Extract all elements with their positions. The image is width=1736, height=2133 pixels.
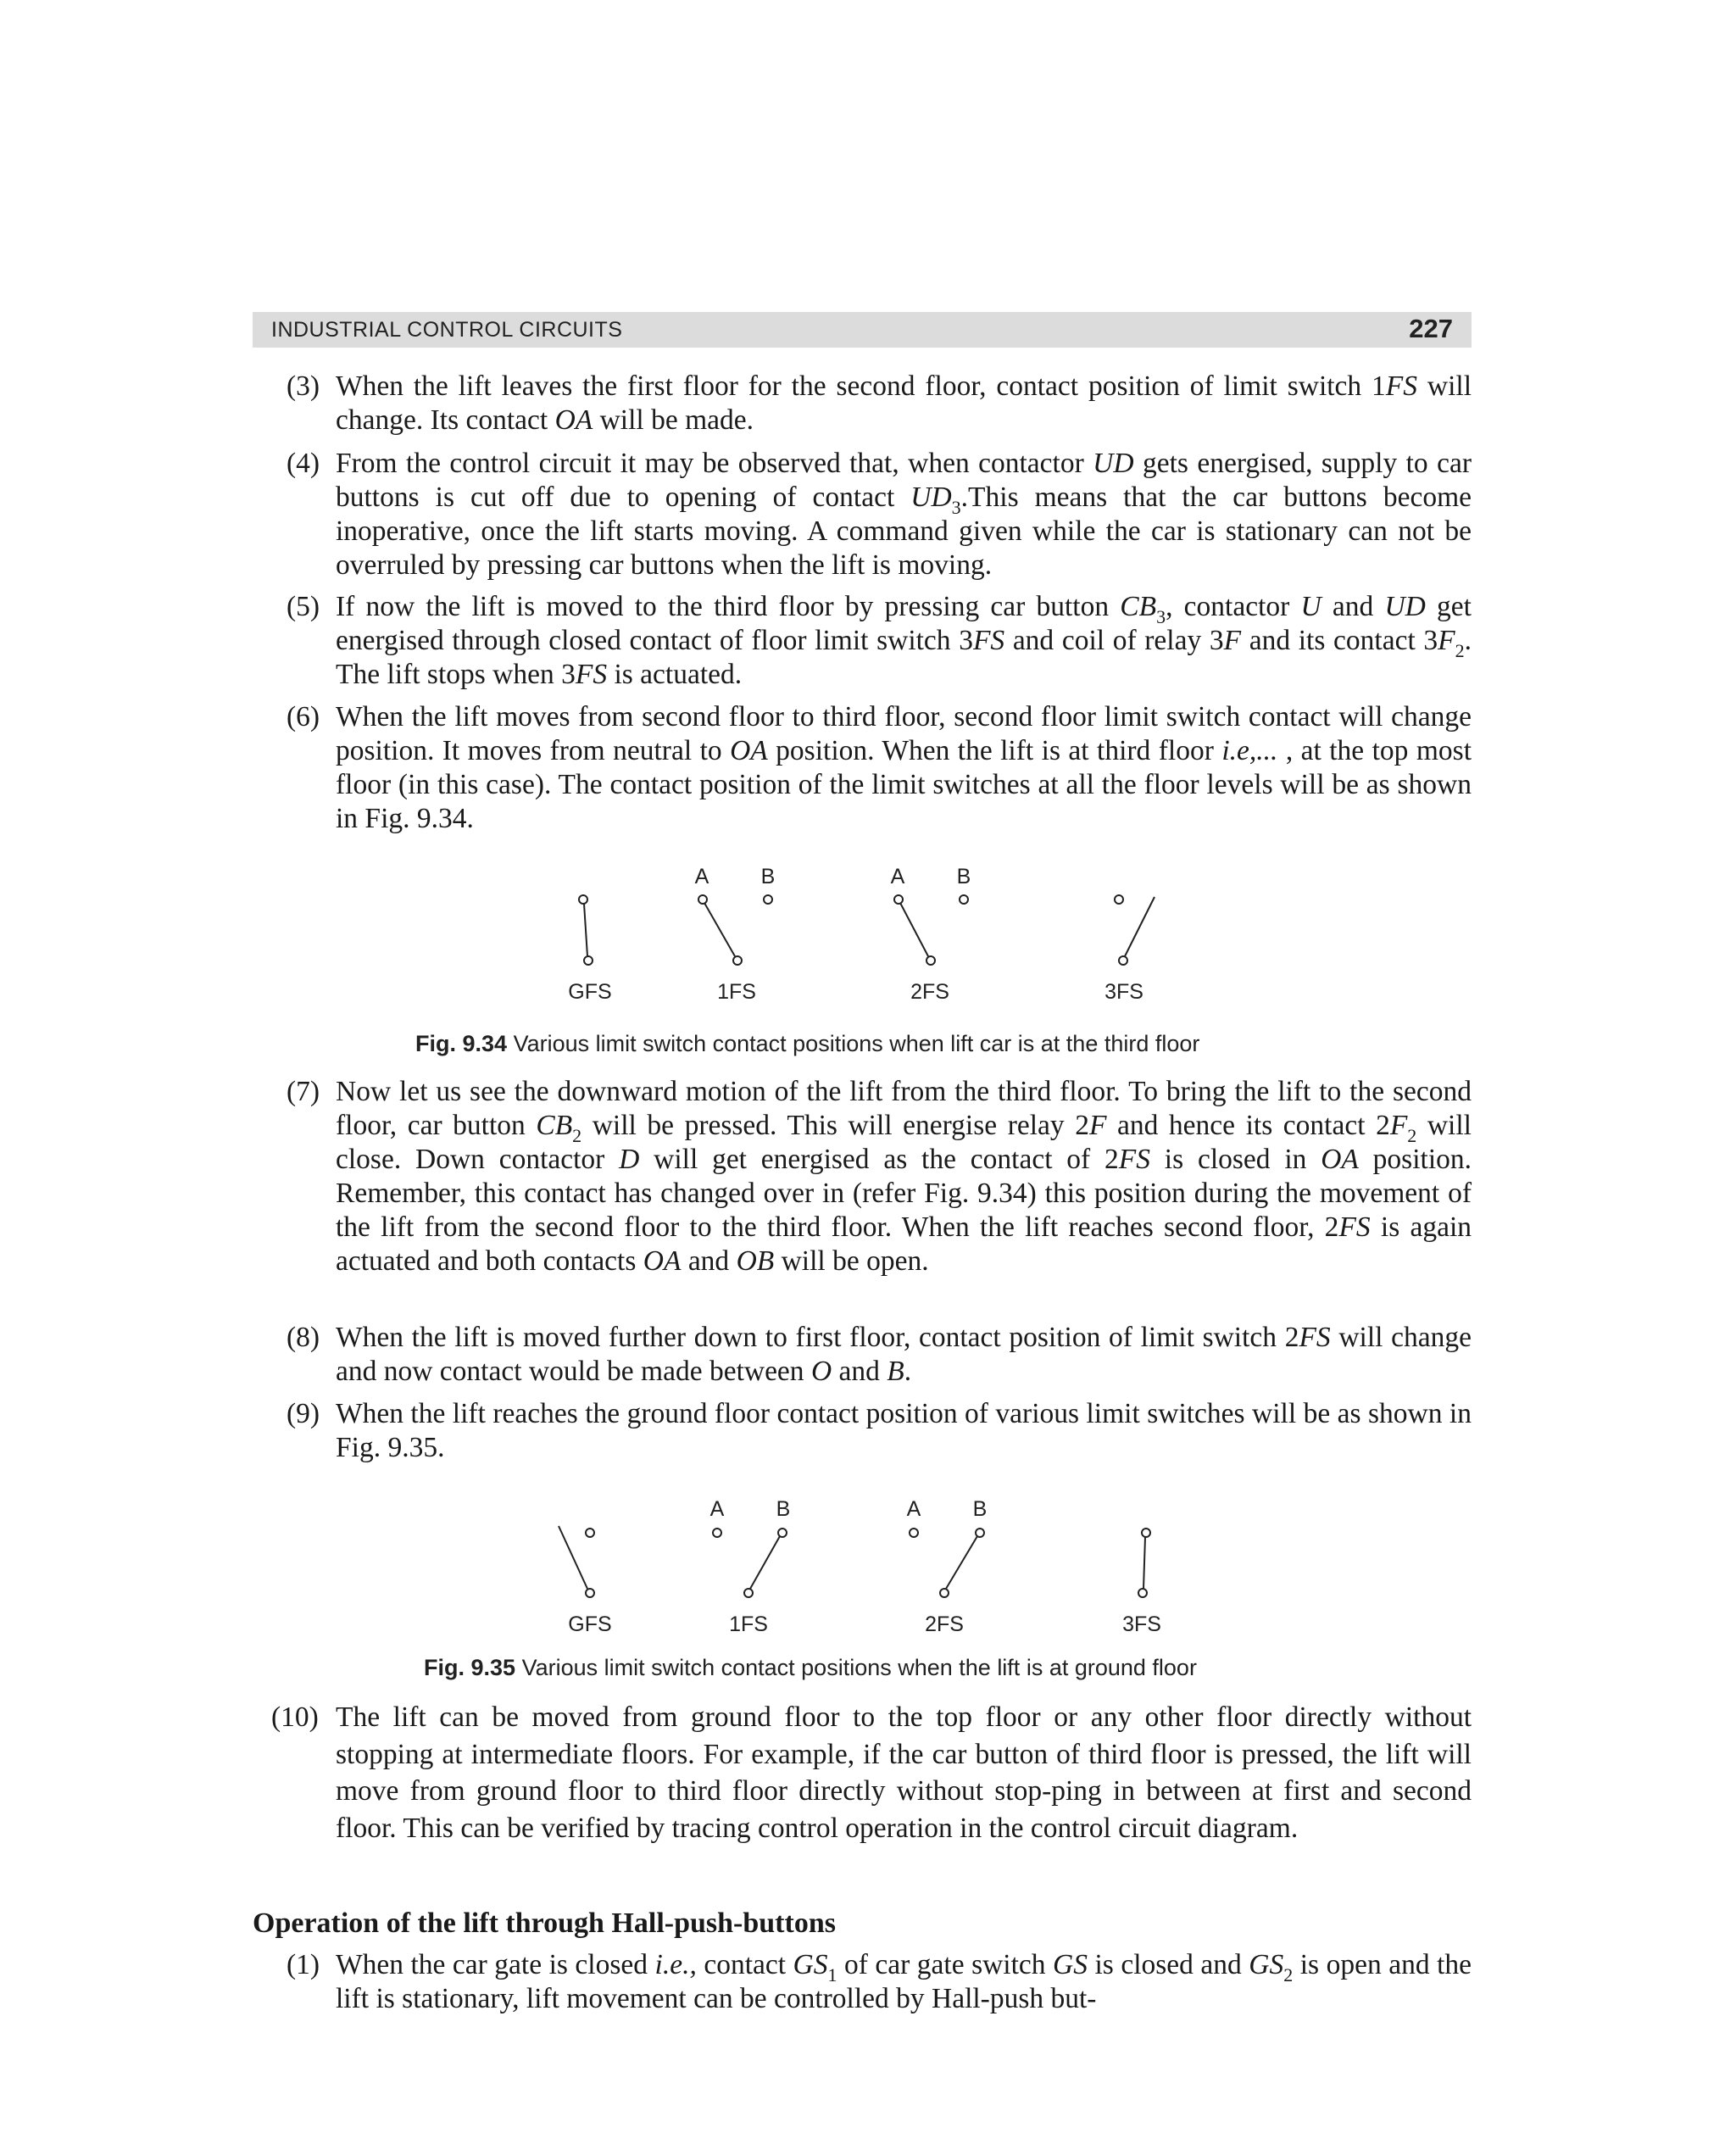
item-text: When the car gate is closed i.e., contact $GS_1$ of car gate switch GS is closed and $GS_2$ is open and the lift is stationary, lift movement can be controlled by Hall-push but- — [336, 1949, 1472, 2014]
caption-number: Fig. 9.34 — [415, 1031, 508, 1056]
list-item — [287, 447, 1472, 582]
italic-symbol: F — [1088, 1110, 1107, 1141]
list-item — [287, 1948, 1472, 2016]
switch-label: 1FS — [729, 1612, 768, 1636]
item-text: If now the lift is moved to the third floor by pressing car button $CB_3$, contactor U and UD get energised through closed contact of floor limit switch 3FS and coil of relay 3F and its contact $3F_2$. The lift stops when 3FS is actuated. — [336, 591, 1472, 690]
italic-symbol: FS — [1118, 1144, 1150, 1175]
list-item — [287, 370, 1472, 437]
subscript: 3 — [1156, 606, 1166, 627]
terminal-label-b: B — [972, 1497, 988, 1521]
item-text: When the lift reaches the ground floor contact position of various limit switches will be as shown in Fig. 9.35. — [336, 1398, 1472, 1463]
item-text: The lift can be moved from ground floor to the top floor or any other floor directly without stopping at intermediate floors. For example, if the car button of third floor is pressed, the lift will move from ground floor to third floor directly without stop-ping in between at first and second floor. This can be verified by tracing control operation in the control circuit diagram. — [336, 1701, 1472, 1844]
italic-symbol: FS — [1338, 1211, 1371, 1243]
italic-symbol: GS — [793, 1949, 828, 1980]
italic-symbol: D — [619, 1144, 640, 1175]
limit-switch-gfs — [579, 895, 593, 965]
italic-symbol: CB — [1120, 591, 1157, 622]
terminal-label-b: B — [956, 865, 971, 888]
caption-text: Various limit switch contact positions when the lift is at ground floor — [521, 1655, 1197, 1680]
italic-symbol: GS — [1249, 1949, 1284, 1980]
list-item — [271, 1699, 1472, 1846]
item-number: (5) — [287, 591, 320, 622]
italic-symbol: OA — [554, 404, 593, 436]
item-text: Now let us see the downward motion of the lift from the third floor. To bring the lift to the second floor, car button $CB_2$ will be pressed. This will energise relay 2F and hence its contact $2F_2$ will close. Down contactor D will get energised as the contact of 2FS is closed in OA position. Remember, this contact has changed over in (refer Fig. 9.34) this position during the movement of the lift from the second floor to the third floor. When the lift reaches second floor, 2FS is again actuated and both contacts OA and OB will be open. — [336, 1076, 1472, 1277]
caption-number: Fig. 9.35 — [424, 1655, 516, 1680]
item-number: (8) — [287, 1322, 320, 1353]
page-number: 227 — [1409, 314, 1453, 343]
figure-caption — [424, 1655, 1197, 1681]
list-item — [287, 1397, 1472, 1465]
terminal-label-a: A — [890, 865, 905, 888]
list-item — [287, 700, 1472, 836]
subscript: 2 — [572, 1125, 582, 1146]
list-item — [287, 1321, 1472, 1389]
italic-symbol: OA — [730, 735, 768, 766]
italic-symbol: B — [887, 1356, 904, 1387]
switch-label: 3FS — [1104, 980, 1143, 1004]
item-text: From the control circuit it may be observed that, when contactor UD gets energised, supply to car buttons is cut off due to opening of contact $UD_3.This$ means that the car buttons become inoperative, once the lift starts moving. A command given while the car is stationary can not be overruled by pressing car buttons when the lift is moving. — [336, 448, 1472, 581]
figure-caption — [415, 1031, 1199, 1057]
italic-symbol: CB — [536, 1110, 573, 1141]
switch-label: 2FS — [925, 1612, 964, 1636]
item-number: (1) — [287, 1949, 320, 1980]
item-number: (9) — [287, 1398, 320, 1429]
terminal-label-b: B — [776, 1497, 791, 1521]
italic-symbol: UD — [910, 482, 952, 513]
item-number: (3) — [287, 370, 320, 402]
item-number: (4) — [287, 448, 320, 479]
switch-label: GFS — [568, 1612, 612, 1636]
limit-switch-1fs — [713, 1529, 787, 1597]
subscript: 1 — [827, 1964, 837, 1985]
limit-switch-1fs — [698, 895, 772, 965]
italic-symbol: O — [810, 1356, 832, 1387]
switch-label: 1FS — [717, 980, 756, 1004]
italic-symbol: FS — [1299, 1322, 1331, 1353]
italic-symbol: GS — [1053, 1949, 1088, 1980]
italic-symbol: FS — [575, 659, 608, 690]
list-item — [287, 590, 1472, 692]
subscript: 3 — [951, 497, 961, 518]
subscript: 2 — [1283, 1964, 1294, 1985]
running-header — [253, 312, 1472, 348]
list-item — [287, 1075, 1472, 1278]
item-text: When the lift leaves the first floor for the second floor, contact position of limit switch 1FS will change. Its contact OA will be made. — [336, 370, 1472, 436]
terminal-label-a: A — [906, 1497, 921, 1521]
terminal-label-b: B — [760, 865, 776, 888]
italic-symbol: OA — [643, 1245, 682, 1277]
italic-symbol: F — [1223, 625, 1242, 656]
item-text: When the lift moves from second floor to third floor, second floor limit switch contact will change position. It moves from neutral to OA position. When the lift is at third floor i.e,... , at the top most floor (in this case). The contact position of the limit switches at all the floor levels will be as shown in Fig. 9.34. — [336, 701, 1472, 834]
switch-label: GFS — [568, 980, 612, 1004]
italic-symbol: i.e,... — [1221, 735, 1278, 766]
italic-symbol: OB — [736, 1245, 775, 1277]
figure-9-34 — [509, 861, 1238, 1014]
italic-symbol: UD — [1093, 448, 1134, 479]
limit-switch-2fs — [894, 895, 968, 965]
italic-symbol: FS — [972, 625, 1005, 656]
italic-symbol: i.e., — [654, 1949, 697, 1980]
section-heading: Operation of the lift through Hall-push-buttons — [253, 1907, 836, 1939]
subscript: 2 — [1407, 1125, 1417, 1146]
italic-symbol: F — [1438, 625, 1455, 656]
item-number: (6) — [287, 701, 320, 732]
limit-switch-2fs — [910, 1529, 984, 1597]
limit-switch-gfs — [559, 1526, 594, 1597]
item-text: When the lift is moved further down to first floor, contact position of limit switch 2FS will change and now contact would be made between O and B. — [336, 1322, 1472, 1387]
limit-switch-3fs — [1115, 895, 1155, 965]
italic-symbol: F — [1389, 1110, 1408, 1141]
item-number: (10) — [271, 1701, 319, 1733]
italic-symbol: U — [1300, 591, 1321, 622]
switch-label: 3FS — [1122, 1612, 1161, 1636]
subscript: 2 — [1455, 640, 1465, 661]
caption-text: Various limit switch contact positions when lift car is at the third floor — [513, 1031, 1200, 1056]
figure-9-35 — [509, 1494, 1238, 1646]
italic-symbol: FS — [1385, 370, 1418, 402]
running-title: INDUSTRIAL CONTROL CIRCUITS — [271, 318, 623, 342]
limit-switch-3fs — [1138, 1529, 1150, 1597]
terminal-label-a: A — [694, 865, 709, 888]
terminal-label-a: A — [709, 1497, 725, 1521]
italic-symbol: OA — [1321, 1144, 1359, 1175]
item-number: (7) — [287, 1076, 320, 1107]
italic-symbol: UD — [1384, 591, 1426, 622]
switch-label: 2FS — [910, 980, 949, 1004]
